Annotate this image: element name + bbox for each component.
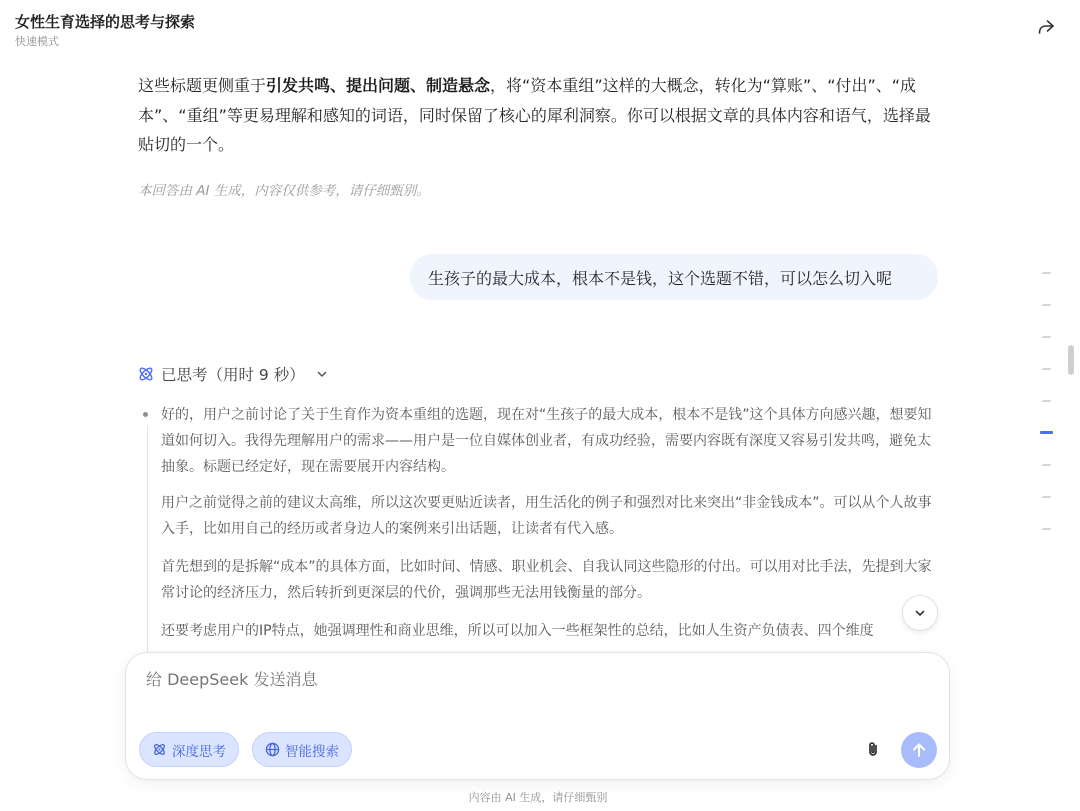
ai-disclaimer: 本回答由 AI 生成，内容仅供参考，请仔细甄别。 <box>138 183 430 199</box>
user-message-bubble <box>410 254 938 300</box>
message-nav-tick[interactable] <box>1042 368 1051 370</box>
answer-text-start: 这些标题更侧重于 <box>138 76 267 95</box>
header <box>0 0 1080 56</box>
mode-label: 快速模式 <box>15 35 59 48</box>
user-message-text: 生孩子的最大成本，根本不是钱，这个选题不错，可以怎么切入呢 <box>428 268 893 288</box>
web-search-toggle[interactable] <box>252 732 352 767</box>
share-button[interactable] <box>1032 13 1060 41</box>
footer-disclaimer: 内容由 AI 生成，请仔细甄别 <box>468 791 608 804</box>
deep-think-icon <box>152 742 167 757</box>
chevron-down-icon <box>913 606 927 620</box>
deep-think-icon <box>137 365 155 383</box>
thinking-paragraph: 好的，用户之前讨论了关于生育作为资本重组的选题，现在对“生孩子的最大成本，根本不是钱”这个具体方向感兴趣，想要知道如何切入。我得先理解用户的需求——用户是一位自媒体创业者，有成功经验，需要内容既有深度又容易引发共鸣，避免太抽象。标题已经定好，现在需要展开内容结构。 <box>161 407 932 475</box>
web-search-label: 智能搜索 <box>285 743 339 760</box>
share-icon <box>1036 17 1056 37</box>
message-nav-tick[interactable] <box>1042 528 1051 530</box>
scrollbar-thumb[interactable] <box>1068 345 1074 375</box>
answer-text-bold: 引发共鸣、提出问题、制造悬念 <box>266 76 491 95</box>
thinking-paragraph: 用户之前觉得之前的建议太高维，所以这次要更贴近读者，用生活化的例子和强烈对比来突出“非金钱成本”。可以从个人故事入手，比如用自己的经历或者身边人的案例来引出话题，让读者有代入感。 <box>161 495 932 537</box>
message-nav-tick[interactable] <box>1042 304 1051 306</box>
deep-think-label: 深度思考 <box>172 743 226 760</box>
message-composer <box>125 652 950 780</box>
thinking-label: 已思考（用时 9 秒） <box>161 366 305 384</box>
thinking-toggle[interactable] <box>137 362 329 386</box>
assistant-answer-paragraph <box>138 71 938 160</box>
message-nav-tick-active[interactable] <box>1040 431 1053 434</box>
send-button[interactable] <box>901 732 937 768</box>
chevron-down-icon <box>315 367 329 381</box>
globe-icon <box>265 742 280 757</box>
message-input[interactable] <box>146 670 906 689</box>
thinking-divider <box>147 426 148 656</box>
message-nav-tick[interactable] <box>1042 496 1051 498</box>
thinking-paragraph: 首先想到的是拆解“成本”的具体方面，比如时间、情感、职业机会、自我认同这些隐形的付出。可以用对比手法，先提到大家常讨论的经济压力，然后转折到更深层的代价，强调那些无法用钱衡量的部分。 <box>161 559 932 601</box>
scroll-to-bottom-button[interactable] <box>902 595 938 631</box>
conversation-area <box>0 56 1080 656</box>
conversation-title: 女性生育选择的思考与探索 <box>15 13 196 31</box>
attach-file-button[interactable] <box>860 736 886 762</box>
message-nav-tick[interactable] <box>1042 400 1051 402</box>
answer-text-end: ，将“资本重组”这样的大概念，转化为“算账”、“付出”、“成本”、“重组”等更易理解和感知的词语，同时保留了核心的犀利洞察。你可以根据文章的具体内容和语气，选择最贴切的一个。 <box>138 76 931 154</box>
message-nav-tick[interactable] <box>1042 464 1051 466</box>
message-nav-tick[interactable] <box>1042 336 1051 338</box>
thinking-paragraph: 还要考虑用户的IP特点，她强调理性和商业思维，所以可以加入一些框架性的总结，比如人生资产负债表、四个维度 <box>161 623 874 639</box>
deep-think-toggle[interactable] <box>139 732 239 767</box>
arrow-up-icon <box>910 741 928 759</box>
thinking-bullet <box>143 412 148 417</box>
paperclip-icon <box>864 740 882 758</box>
message-nav-tick[interactable] <box>1042 272 1051 274</box>
